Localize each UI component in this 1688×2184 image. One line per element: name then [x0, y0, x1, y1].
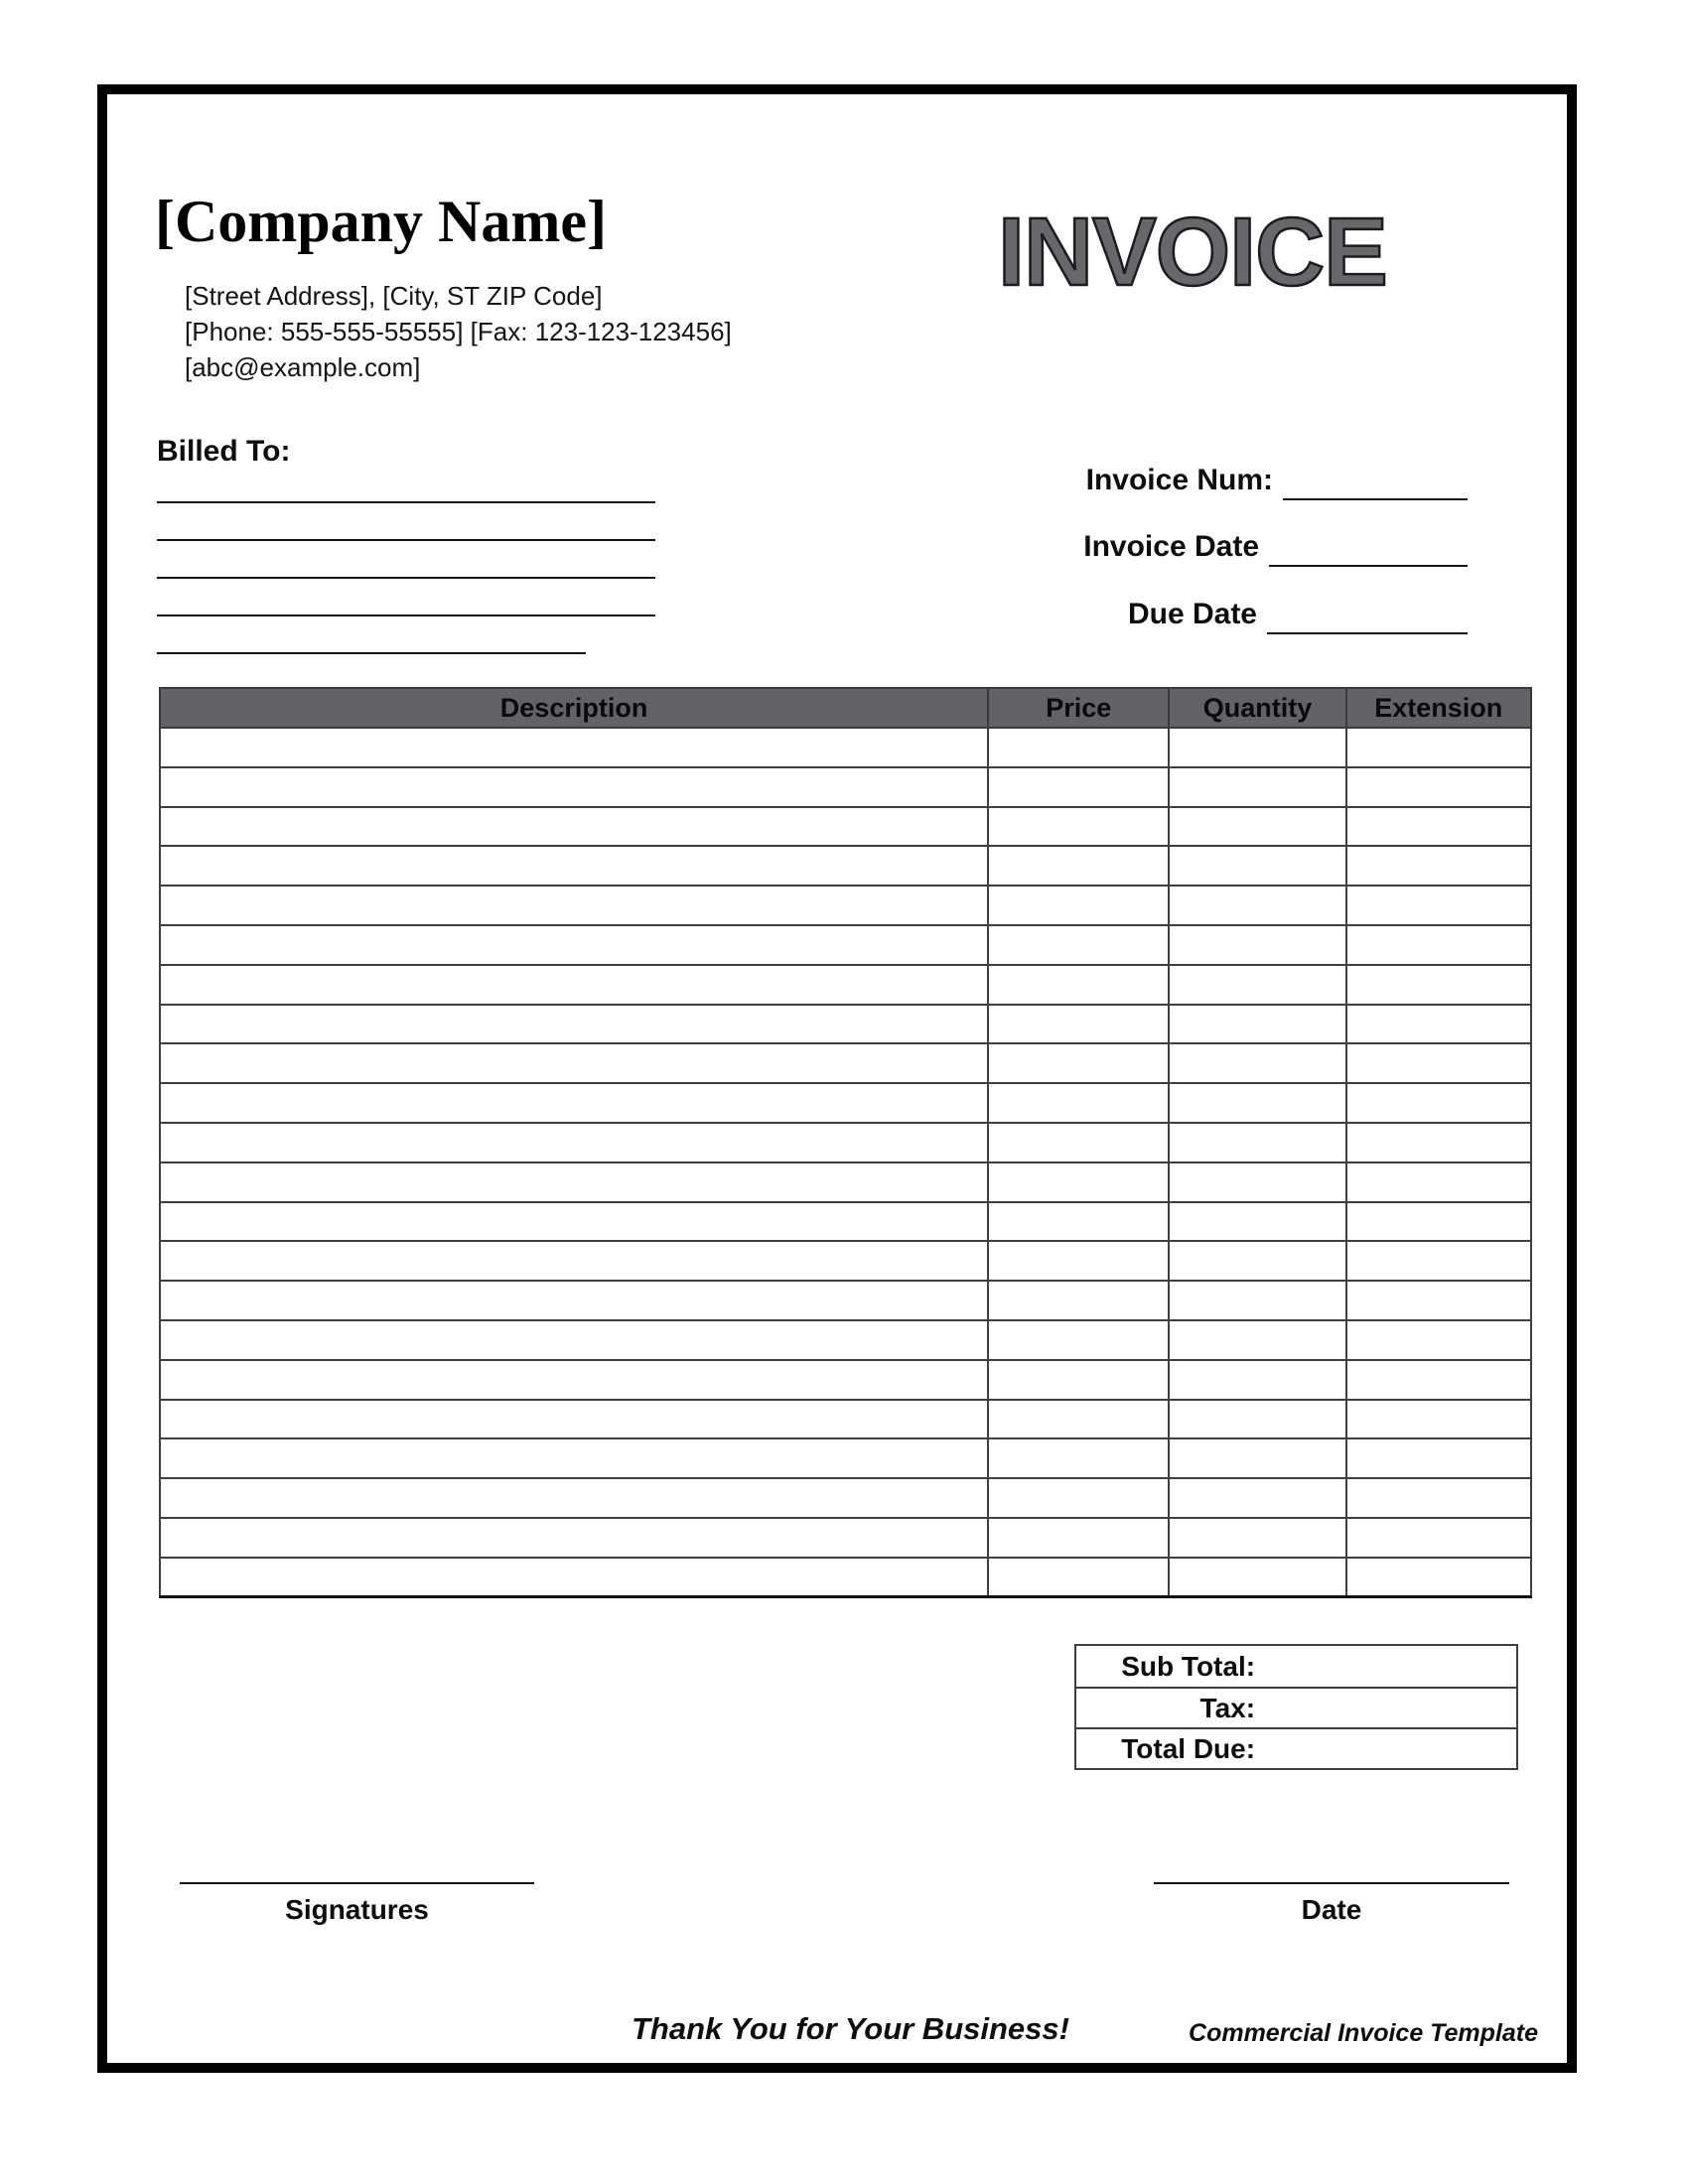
total-due-row — [1076, 1727, 1516, 1768]
table-cell — [1169, 1281, 1345, 1320]
table-cell — [160, 1518, 988, 1558]
table-cell — [1346, 1241, 1531, 1281]
table-cell — [1169, 846, 1345, 886]
table-cell — [1169, 965, 1345, 1005]
table-cell — [988, 1558, 1169, 1597]
table-cell — [988, 1518, 1169, 1558]
table-cell — [160, 1360, 988, 1400]
invoice-title: INVOICE — [998, 198, 1387, 306]
date-blank-line — [1154, 1882, 1509, 1884]
table-row — [160, 886, 1531, 925]
table-cell — [988, 807, 1169, 847]
table-cell — [988, 1043, 1169, 1083]
table-cell — [1346, 1083, 1531, 1123]
table-cell — [1346, 1400, 1531, 1439]
table-cell — [160, 846, 988, 886]
footer-thanks-message: Thank You for Your Business! — [632, 2011, 1069, 2046]
table-cell — [1169, 1241, 1345, 1281]
table-cell — [1346, 807, 1531, 847]
table-row — [160, 1162, 1531, 1202]
due-date-row — [1128, 593, 1468, 634]
invoice-date-blank-line — [1269, 531, 1468, 567]
table-cell — [160, 1438, 988, 1478]
table-cell — [160, 925, 988, 965]
invoice-table-body — [160, 728, 1531, 1597]
table-row — [160, 1320, 1531, 1360]
column-header-price: Price — [988, 688, 1169, 728]
billed-to-blank-line — [157, 539, 655, 541]
total-due-value-cell — [1261, 1729, 1516, 1768]
table-row — [160, 1281, 1531, 1320]
invoice-date-label: Invoice Date — [1083, 530, 1259, 563]
table-cell — [1346, 1162, 1531, 1202]
table-cell — [988, 1438, 1169, 1478]
table-cell — [1169, 1438, 1345, 1478]
table-row — [160, 1400, 1531, 1439]
table-cell — [160, 1281, 988, 1320]
table-header — [160, 688, 1531, 728]
company-address-block — [185, 278, 732, 385]
table-cell — [1169, 925, 1345, 965]
company-name: [Company Name] — [155, 189, 607, 254]
table-cell — [160, 965, 988, 1005]
table-cell — [1169, 1400, 1345, 1439]
table-cell — [1346, 1202, 1531, 1242]
invoice-date-row — [1083, 525, 1468, 567]
table-row — [160, 1005, 1531, 1044]
table-cell — [988, 846, 1169, 886]
table-cell — [1169, 807, 1345, 847]
table-cell — [1346, 728, 1531, 767]
table-cell — [1169, 1123, 1345, 1162]
table-row — [160, 1558, 1531, 1597]
table-cell — [1346, 965, 1531, 1005]
table-cell — [988, 1241, 1169, 1281]
table-cell — [1169, 1558, 1345, 1597]
invoice-number-blank-line — [1283, 465, 1468, 500]
table-cell — [1346, 1518, 1531, 1558]
table-cell — [160, 886, 988, 925]
table-cell — [160, 1478, 988, 1518]
table-cell — [160, 1202, 988, 1242]
table-cell — [988, 1320, 1169, 1360]
table-cell — [988, 1478, 1169, 1518]
table-cell — [1346, 1281, 1531, 1320]
subtotal-row — [1076, 1646, 1516, 1687]
table-cell — [988, 925, 1169, 965]
table-cell — [1346, 1320, 1531, 1360]
table-row — [160, 1360, 1531, 1400]
table-cell — [1169, 1478, 1345, 1518]
table-cell — [1346, 1005, 1531, 1044]
table-header-row — [160, 688, 1531, 728]
table-cell — [988, 767, 1169, 807]
total-due-label: Total Due: — [1121, 1732, 1256, 1764]
table-row — [160, 1241, 1531, 1281]
table-row — [160, 1518, 1531, 1558]
table-cell — [1346, 886, 1531, 925]
table-cell — [160, 767, 988, 807]
table-cell — [160, 1043, 988, 1083]
table-row — [160, 846, 1531, 886]
table-cell — [160, 1558, 988, 1597]
table-cell — [988, 1083, 1169, 1123]
billed-to-blank-line — [157, 501, 655, 503]
column-header-description: Description — [160, 688, 988, 728]
table-row — [160, 1083, 1531, 1123]
totals-summary-box — [1074, 1644, 1518, 1770]
table-row — [160, 1478, 1531, 1518]
table-cell — [1169, 886, 1345, 925]
table-cell — [1346, 1123, 1531, 1162]
table-cell — [988, 1123, 1169, 1162]
date-label: Date — [1301, 1894, 1362, 1925]
billed-to-blank-line — [157, 614, 655, 616]
table-row — [160, 1438, 1531, 1478]
tax-value-cell — [1261, 1689, 1516, 1727]
due-date-label: Due Date — [1127, 598, 1257, 630]
table-cell — [160, 1005, 988, 1044]
table-cell — [1169, 1320, 1345, 1360]
table-cell — [1169, 1518, 1345, 1558]
company-address-line: [Street Address], [City, ST ZIP Code] — [185, 281, 603, 311]
table-row — [160, 965, 1531, 1005]
table-cell — [1346, 925, 1531, 965]
billed-to-blank-line — [157, 577, 655, 579]
table-cell — [160, 728, 988, 767]
billed-to-blank-line — [157, 652, 586, 654]
column-header-quantity: Quantity — [1169, 688, 1345, 728]
table-cell — [1169, 1083, 1345, 1123]
column-header-extension: Extension — [1346, 688, 1531, 728]
table-row — [160, 728, 1531, 767]
subtotal-value-cell — [1261, 1646, 1516, 1687]
table-row — [160, 925, 1531, 965]
subtotal-label: Sub Total: — [1121, 1650, 1256, 1682]
table-cell — [988, 1202, 1169, 1242]
table-cell — [988, 965, 1169, 1005]
table-cell — [988, 1005, 1169, 1044]
table-cell — [988, 886, 1169, 925]
invoice-number-label: Invoice Num: — [1085, 464, 1273, 496]
table-cell — [1346, 1043, 1531, 1083]
footer-template-name: Commercial Invoice Template — [1189, 2019, 1538, 2047]
table-cell — [988, 1281, 1169, 1320]
tax-label: Tax: — [1199, 1692, 1256, 1723]
table-cell — [160, 1162, 988, 1202]
table-row — [160, 767, 1531, 807]
due-date-blank-line — [1267, 599, 1468, 634]
table-cell — [1346, 1478, 1531, 1518]
table-cell — [160, 1400, 988, 1439]
billed-to-label: Billed To: — [157, 435, 291, 468]
table-cell — [1346, 767, 1531, 807]
tax-row — [1076, 1687, 1516, 1727]
table-cell — [160, 807, 988, 847]
table-cell — [1169, 1005, 1345, 1044]
table-row — [160, 1043, 1531, 1083]
company-email-line: [abc@example.com] — [185, 352, 421, 382]
table-cell — [160, 1123, 988, 1162]
company-phone-fax-line: [Phone: 555-555-55555] [Fax: 123-123-123456] — [185, 317, 732, 346]
table-cell — [1169, 1043, 1345, 1083]
table-row — [160, 1202, 1531, 1242]
signatures-label: Signatures — [285, 1894, 429, 1925]
table-cell — [988, 1162, 1169, 1202]
signatures-blank-line — [180, 1882, 534, 1884]
table-cell — [1169, 728, 1345, 767]
table-cell — [160, 1320, 988, 1360]
table-cell — [988, 1400, 1169, 1439]
line-items-table — [159, 687, 1532, 1598]
table-cell — [1169, 1162, 1345, 1202]
table-cell — [160, 1241, 988, 1281]
table-cell — [1169, 1202, 1345, 1242]
table-row — [160, 807, 1531, 847]
invoice-number-row — [1086, 459, 1468, 500]
table-cell — [1346, 1558, 1531, 1597]
table-cell — [1169, 1360, 1345, 1400]
table-cell — [1346, 846, 1531, 886]
table-row — [160, 1123, 1531, 1162]
table-cell — [160, 1083, 988, 1123]
table-cell — [1346, 1360, 1531, 1400]
table-cell — [988, 728, 1169, 767]
table-cell — [988, 1360, 1169, 1400]
table-cell — [1169, 767, 1345, 807]
table-cell — [1346, 1438, 1531, 1478]
